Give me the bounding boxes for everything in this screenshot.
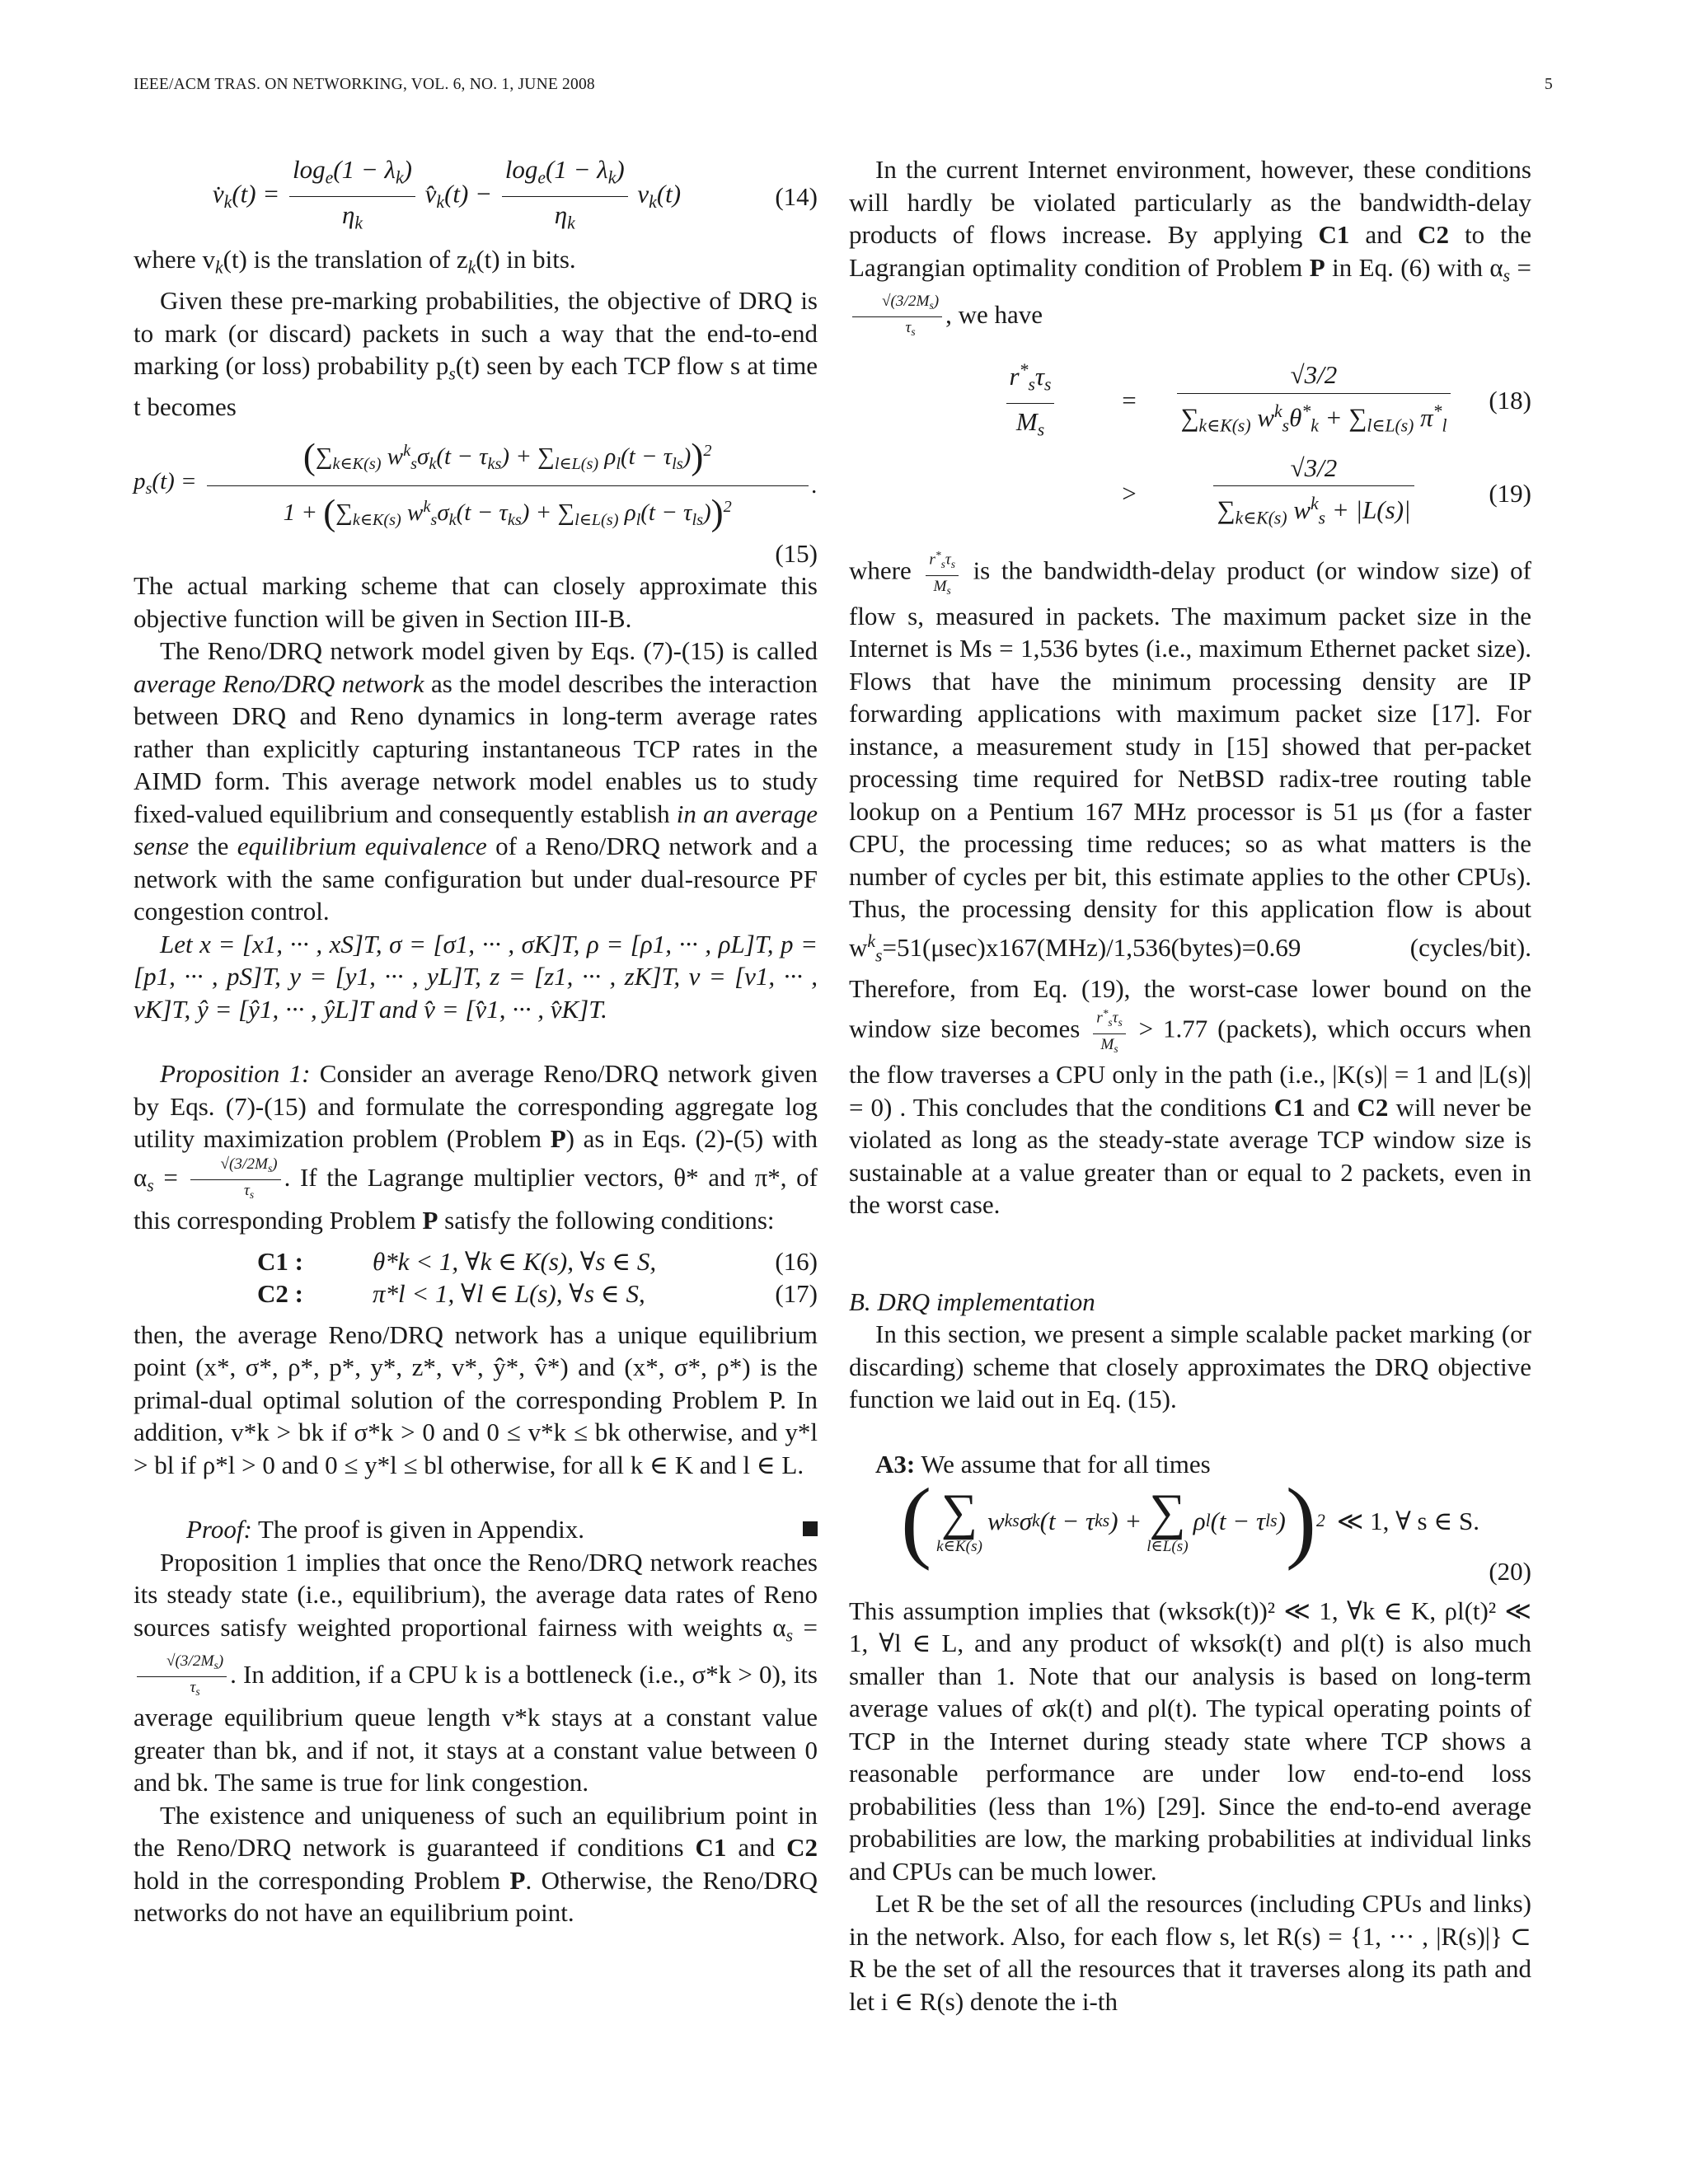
equation-number: (15) bbox=[775, 538, 818, 568]
equation-number: (18) bbox=[1489, 385, 1531, 415]
paragraph-reno-model: The Reno/DRQ network model given by Eqs. (7)-(15) is called average Reno/DRQ network as the model describes the interaction between DRQ and Reno dynamics in long-term average rates rather than explicitly capturing instantaneous TCP rates in the AIMD form. This average network model enables us to study fixed-valued equilibrium and consequently establish in an average sense the equilibrium equivalence of a Reno/DRQ network and a network with the same configuration but under dual-resource PF congestion control. bbox=[134, 636, 818, 926]
equations-18-19: $\frac{r^*_s\tau_s}{M_s}$ = $\frac{√3/2}{\sum_{k\in K(s)} w^k_s\theta^*_k + \sum_{l\in L(s)} \pi^*_l}$ (18) > $\frac{√3/2}{\sum_{k\in K(s)} w^k_s + |L(s)|}$ (19) bbox=[956, 354, 1531, 535]
proposition-1: Proposition 1: Consider an average Reno/DRQ network given by Eqs. (7)-(15) and formulate the corresponding aggregate log utility maximization problem (Problem P) as in Eqs. (2)-(5) with $\alpha_s$ = $\frac{√(3/2M_s)}{\tau_s}$ . If the Lagrange multiplier vectors, θ* and π*, of this corresponding Problem P satisfy the following conditions: bbox=[134, 1059, 818, 1235]
paragraph-given: Given these pre-marking probabilities, the objective of DRQ is to mark (or discard) packets in such a way that the end-to-end marking (or loss) probability $p_s(t)$ seen by each TCP flow s at time t becomes bbox=[134, 286, 818, 421]
condition-c2: C2 : π*l < 1, ∀l ∈ L(s), ∀s ∈ S, (17) bbox=[257, 1279, 818, 1309]
paragraph-section-intro: In this section, we present a simple scalable packet marking (or discarding) scheme that closely approximates the DRQ objective function we laid out in Eq. (15). bbox=[849, 1319, 1531, 1414]
equation-14: $v̇_k(t)$ = $\frac{\log_e(1 - \lambda_k)}{\eta_k}$ $v̂_k(t)$ − $\frac{\log_e(1 - \lambda_k)}{\eta_k}$ $v_k(t)$ (14) bbox=[212, 155, 818, 233]
paragraph-bandwidth-delay: where $\frac{r^*_s\tau_s}{M_s}$ is the bandwidth-delay product (or window size) of flow s, measured in packets. The maximum packet size in the Internet is Ms = 1,536 bytes (i.e., maximum Ethernet packet size). Flows that have the minimum processing density are IP forwarding applications with maximum packet size [17]. For instance, a measurement study in [15] showed that per-packet processing time required for NetBSD radix-tree routing table lookup on a Pentium 167 MHz processor is 51 μs (for a faster CPU, the processing time reduces; so as what matters is the number of cycles per bit, this estimate applies to the other CPUs). Thus, the processing density for this application flow is about $w^k_s=51(\mu\sec)x167(MHz)/1,536(bytes)=0.69$ (cycles/bit). Therefore, from Eq. (19), the worst-case lower bound on the window size becomes $\frac{r^*_s\tau_s}{M_s}$ > 1.77 (packets), which occurs when the flow traverses a CPU only in the path (i.e., |K(s)| = 1 and |L(s)| = 0) . This concludes that the conditions C1 and C2 will never be violated as long as the steady-state average TCP window size is sustainable at a value greater than or equal to 2 packets, even in the worst case. bbox=[849, 546, 1531, 1221]
qed-square-icon bbox=[803, 1521, 818, 1536]
paragraph-prop1-implies: Proposition 1 implies that once the Reno/DRQ network reaches its steady state (i.e., equilibrium), the average data rates of Reno sources satisfy weighted proportional fairness with weights $\alpha_s$ = $\frac{√(3/2M_s)}{\tau_s}$ . In addition, if a CPU k is a bottleneck (i.e., σ*k > 0), its average equilibrium queue length v*k stays at a constant value greater than bk, and if not, it stays at a constant value between 0 and bk. The same is true for link congestion. bbox=[134, 1547, 818, 1797]
equation-number: (14) bbox=[775, 181, 818, 211]
proof: Proof: The proof is given in Appendix. bbox=[134, 1513, 818, 1546]
running-head bbox=[134, 76, 1553, 94]
equation-number: (20) bbox=[1489, 1557, 1531, 1586]
paragraph-let-vectors: Let x = [x1, ··· , xS]T, σ = [σ1, ··· , σK]T, ρ = [ρ1, ··· , ρL]T, p = [p1, ··· , pS]T, y = [y1, ··· , yL]T, z = [z1, ··· , zK]T, v = [v1, ··· , vK]T, ŷ = [ŷ1, ··· , ŷL]T and v̂ = [v̂1, ··· , v̂K]T. bbox=[134, 929, 818, 1024]
right-column bbox=[849, 153, 1531, 2018]
paragraph-assumption-implies: This assumption implies that (wksσk(t))² ≪ 1, ∀k ∈ K, ρl(t)² ≪ 1, ∀l ∈ L, and any product of wksσk(t) and ρl(t) is also much smaller than 1. Note that our analysis is based on long-term average values of σk(t) and ρl(t). The typical operating points of TCP in the Internet during steady state where TCP shows a reasonable performance are under low end-to-end loss probabilities (less than 1%) [29]. Since the end-to-end average probabilities are low, the marking probabilities at individual links and CPUs can be much lower. bbox=[849, 1596, 1531, 1886]
equation-20: ( ∑ k∈K(s) w k s σ k (t − τ ks ) + ∑ l∈L(s) ρ l (t − τ ls ) ) 2 ≪ 1, ∀ s ∈ S. (20) bbox=[849, 1487, 1531, 1588]
paragraph-where: where $v_k(t)$ is the translation of $z_k(t)$ in bits. bbox=[134, 245, 576, 278]
assumption-a3: A3: We assume that for all times bbox=[875, 1449, 1211, 1479]
paragraph-current-internet: In the current Internet environment, however, these conditions will hardly be violated particularly as the bandwidth-delay products of flows increase. By applying C1 and C2 to the Lagrangian optimality condition of Problem P in Eq. (6) with $\alpha_s$ = $\frac{√(3/2M_s)}{\tau_s}$ , we have bbox=[849, 155, 1531, 338]
equation-number: (19) bbox=[1489, 478, 1531, 508]
paragraph-then: then, the average Reno/DRQ network has a unique equilibrium point (x*, σ*, ρ*, p*, y*, z*, v*, ŷ*, v̂*) and (x*, σ*, ρ*) is the primal-dual optimal solution of the corresponding Problem P. In addition, v*k > bk if σ*k > 0 and 0 ≤ v*k ≤ bk otherwise, and y*l > bl if ρ*l > 0 and 0 ≤ y*l ≤ bl otherwise, for all k ∈ K and l ∈ L. bbox=[134, 1319, 818, 1479]
condition-c1: C1 : θ*k < 1, ∀k ∈ K(s), ∀s ∈ S, (16) bbox=[257, 1246, 818, 1276]
subsection-title: B. DRQ implementation bbox=[849, 1286, 1095, 1316]
left-column bbox=[134, 153, 818, 1929]
paragraph-actual: The actual marking scheme that can closely approximate this objective function will be given in Section III-B. bbox=[134, 571, 818, 633]
paragraph-let-R: Let R be the set of all the resources (including CPUs and links) in the network. Also, for each flow s, let R(s) = {1, ··· , |R(s)|} ⊂ R be the set of all the resources that it traverses along its path and let i ∈ R(s) denote the i-th bbox=[849, 1889, 1531, 2016]
journal-title: IEEE/ACM TRAS. ON NETWORKING, VOL. 6, NO. 1, JUNE 2008 bbox=[134, 76, 595, 93]
equation-15: $p_s(t)$ = $\frac{(\sum_{k\in K(s)} w^k_s\sigma_k(t - \tau_{ks}) + \sum_{l\in L(s)} \rho_l(t - \tau_{ls}))^2}{1 + (\sum_{k\in K(s)} w^k_s\sigma_k(t - \tau_{ks}) + \sum_{l\in L(s)} \rho_l(t - \tau_{ls}))^2}$ . (15) bbox=[134, 435, 818, 570]
paragraph-existence: The existence and uniqueness of such an equilibrium point in the Reno/DRQ network is guaranteed if conditions C1 and C2 hold in the corresponding Problem P. Otherwise, the Reno/DRQ networks do not have an equilibrium point. bbox=[134, 1800, 818, 1927]
page-number: 5 bbox=[1545, 76, 1553, 93]
